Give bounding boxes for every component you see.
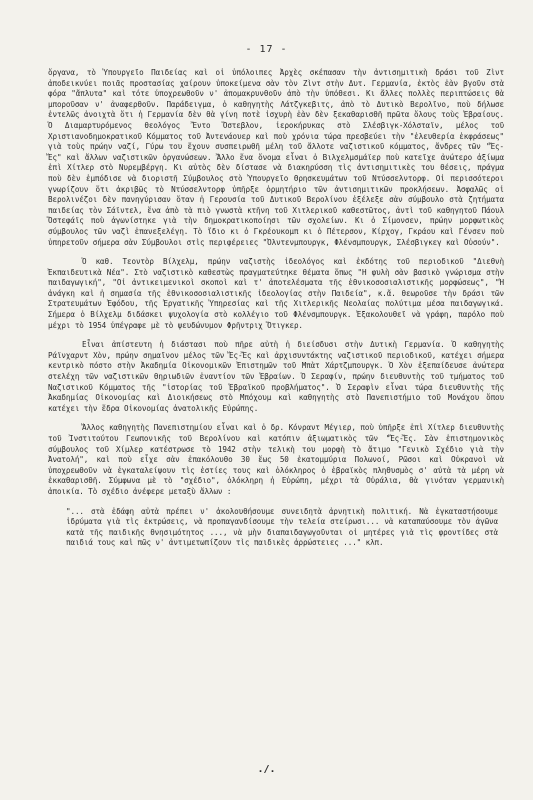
paragraph-2: Ὁ καθ. Τεοντὸρ Βίλχελμ, πρώην ναζιστὴς ἰδεολόγος καὶ ἐκδότης τοῦ περιοδικοῦ "Διεθνὴ Ἐκπαιδευτικὰ Νέα". Στὸ ναζιστικὸ καθεστὼς πραγματεύτηκε θέματα ὅπως "Η φυλὴ σὰν βασικὸ γνώρισμα στὴν παιδαγωγική", "Οἱ ἀντικειμενικοὶ σκοποὶ καὶ τ' ἀποτελέσματα τῆς ἐθνικοσοσιαλιστικῆς μορφώσεως", "Ἡ ἀνάγκη καὶ ἡ σημασία τῆς ἐθνικοσοσιαλιστικῆς ἰδεολογίας στὴν Παιδεία", κ.ἄ. θεωροῦσε τὴν δράσι τῶν Στρατευμάτων Ἐφόδου, τῆς Ἐργατικῆς Ὑπηρεσίας καὶ τῆς Χιτλερικῆς Νεολαίας πολύτιμα μέσα παιδαγωγικά. Σήμερα ὁ Βίλχελμ διδάσκει ψυχολογία στὸ κολλέγιο τοῦ Φλένσμπουργκ. Ἐξακολουθεῖ νὰ γράφη, παρόλο ποὺ μέχρι τὸ 1954 ὑπέγραφε μὲ τὸ ψευδώνυμον Φρῆντριχ Ὄτιγκερ. — [48, 257, 504, 330]
document-body — [48, 68, 504, 558]
paragraph-3: Εἶναι ἀπίστευτη ἡ διάστασι ποὺ πῆρε αὐτὴ ἡ διείσδυσι στὴν Δυτικὴ Γερμανία. Ὁ καθηγητὴς Ράϊνχαρντ Χὸν, πρώην σημαῖνον μέλος τῶν Ἔς-Ἔς καὶ ἀρχισυντάκτης ναζιστικοῦ περιοδικοῦ, κατέχει σήμερα κεντρικὸ πόστο στὴν Ἀκαδημία Οἰκονομικῶν Ἐπιστημῶν τοῦ Μπὰτ Χάρτζμπουργκ. Ὁ Χὸν ἐξεπαίδευσε ἀνώτερα στελέχη τῶν ναζιστικῶν θηριωδιῶν ἐναντίον τῶν Ἑβραίων. Ὁ Σεραφίν, πρώην διευθυντὴς τοῦ τμήματος τοῦ Ναζιστικοῦ Κόμματος τῆς "ἱστορίας τοῦ Ἑβραϊκοῦ προβλήματος". Ὁ Σεραφὶν εἶναι τώρα διευθυντὴς τῆς Ἀκαδημίας Οἰκονομίας καὶ Διοικήσεως στὸ Μπόχουμ καὶ καθηγητὴς στὸ Πανεπιστήμιο τοῦ Μονάχου ὅπου κατέχει τὴν ἕδρα Οἰκονομίας ἀνατολικῆς Εὐρώπης. — [48, 340, 504, 413]
paragraph-1: ὄργανα, τὸ Ὑπουργεῖο Παιδείας καὶ οἱ ὑπόλοιπες Ἀρχὲς σκέπασαν τὴν ἀντισημιτικὴ δράσι τοῦ Ζὶντ ἀποδεικνύει ποιᾶς προστασίας χαίρουν ὑποκείμενα σὰν τὸν Ζὶντ στὴν Δυτ. Γερμανία, ἐκτὸς ἐὰν βγοῦν στὰ φόρα "ἄπλυτα" καὶ τότε ὑποχρεωθοῦν ν' ἀπομακρυνθοῦν ἀπὸ τὴν ὑπόθεσι. Κι ἄλλες πολλὲς περιπτώσεις θὰ μποροῦσαν ν' ἀναφερθοῦν. Παράδειγμα, ὁ καθηγητὴς Λάτζγκεβιτς, ἀπὸ τὸ Δυτικὸ Βερολῖνο, ποὺ δήλωσε ἐντελῶς ἀνοιχτὰ ὅτι ἡ Γερμανία δὲν θὰ γίνη ποτὲ ἰσχυρὴ ἐὰν δὲν ξεκαθαρισθῆ πρῶτα ὅλους τοὺς Ἑβραίους. Ὁ Διαμαρτυρόμενος θεολόγος Ἔντο Ὄστεβλον, ἱεροκήρυκας στὸ Σλέσβιγκ-Χόλσταϊν, μέλος τοῦ Χριστιανοδημοκρατικοῦ Κόμματος τοῦ Ἀντενάουερ καὶ ποὺ χρόνια τώρα πρεσβεύει τὴν "ἐλευθερία ἐκφράσεως" γιὰ τοὺς πρώην ναζί, Γύρω του ἔχουν συσπειρωθῆ μέλη τοῦ ἄλλοτε ναζιστικοῦ κόμματος, ἄνδρες τῶν "Ἔς-Ἔς" καὶ ἄλλων ναζιστικῶν ὀργανώσεων. Ἄλλο ἕνα ὄνομα εἶναι ὁ Βιλχελμσμάϊερ ποὺ κατεῖχε ἀνώτερο ἀξίωμα ἐπὶ Χίτλερ στὸ Νυρεμβέργη. Κι αὐτὸς δὲν δίστασε νὰ διακηρύσση τὶς ἀντισημιτικὲς του θέσεις, πράγμα ποὺ δὲν ἐμπόδισε νὰ διοριστῆ Σύμβουλος στὸ Ὑπουργεῖο Θρησκευμάτων τοῦ Ντύσσελντορφ. Οἱ περισσότεροι γνωρίζουν ὅτι ἀκριβῶς τὸ Ντύσσελντορφ ὑπῆρξε ὁρμητήριο τῶν ἀντισημιτικῶν προκλήσεων. Ἀσφαλῶς οἱ Βερολινέζοι δὲν πανηγύρισαν ὅταν ἡ Γερουσία τοῦ Δυτικοῦ Βερολίνου ἐξέλεξε σὰν σύμβουλο στὰ ζητήματα παιδείας τὸν Σάϊντελ, ἕνα ἀπὸ τὰ πιὸ γνωστὰ κτῆνη τοῦ Χιτλερικοῦ καθεστῶτος, ἀντὶ τοῦ καθηγητοῦ Πάουλ Ὄστεφάϊς ποὺ ἀγωνίστηκε γιὰ τὴν δημοκρατικοποίησι τῶν σχολείων. Κι ὁ Σίμονσεν, πρώην μορφωτικὸς σύμβουλος τῶν ναζὶ ἐπανεξελέγη. Τὸ ἴδιο κι ὁ Γκρέουκομπ κι ὁ Πέτερσον, Κίρχογ, Γκράου καὶ Γένσεν ποὺ ὑπηρετοῦν σήμερα σὰν Σύμβουλοι στὶς περιφέρειες "Ὀλντενμπουργκ, Φλένσμπουργκ, Σλέσβιγκεγ καὶ Οὐσούν". — [48, 68, 504, 247]
paragraph-4: Ἄλλος καθηγητὴς Πανεπιστημίου εἶναι καὶ ὁ δρ. Κόνραντ Μέγιερ, ποὺ ὑπῆρξε ἐπὶ Χίτλερ διευθυντὴς τοῦ Ἰνστιτούτου Γεωπονικῆς τοῦ Βερολίνου καὶ κατόπιν ἀξιωματικὸς τῶν "Ἔς-Ἔς. Σὰν ἐπιστημονικὸς σύμβουλος τοῦ Χίμλερ κατέστρωσε τὸ 1942 στὴν τελικὴ του μορφὴ τὸ ἄτιμο "Γενικὸ Σχέδιο γιὰ τὴν Ἀνατολή", καὶ ποὺ εἶχε σὰν ἐπακόλουθο 30 ἕως 50 ἑκατομμύρια Πολωνοί, Ρῶσοι καὶ Οὐκρανοὶ νὰ ὑποχρεωθοῦν νὰ ἐγκαταλείψουν τὶς ἑστίες τους καὶ ὁλόκληρος ὁ ἑβραϊκὸς πληθυσμὸς σ' αὐτὰ τὰ μέρη νὰ ἐκκαθαρισθῆ. Σύμφωνα μὲ τὸ "σχέδιο", ὁλόκληρη ἡ Εὐρώπη, μέχρι τὰ Οὐράλια, θὰ γινόταν γερμανικὴ ἀποικία. Τὸ σχέδιο ἀνέφερε μεταξὺ ἄλλων : — [48, 423, 504, 496]
continuation-mark: ./. — [257, 764, 276, 775]
page-number: - 17 - — [245, 44, 288, 55]
block-quote: "... στὰ ἐδάφη αὐτὰ πρέπει ν' ἀκολουθήσουμε συνειδητὰ ἀρνητικὴ πολιτική. Νὰ ἐγκαταστήσουμε ἱδρύματα γιὰ τὶς ἐκτρώσεις, νὰ προπαγανδίσουμε τὴν τελεία στείρωσι... νὰ καταπαύσουμε τὸν ἀγῶνα κατὰ τῆς παιδικῆς θνησιμότητος ..., νὰ μὴν διαπαιδαγωγοῦνται οἱ μητέρες γιὰ τὶς φροντίδες στὰ παιδιά τους καὶ πῶς ν' ἀντιμετωπίζουν τὶς παιδικὲς ἀρρώστειες ..." κλπ. — [66, 506, 498, 548]
